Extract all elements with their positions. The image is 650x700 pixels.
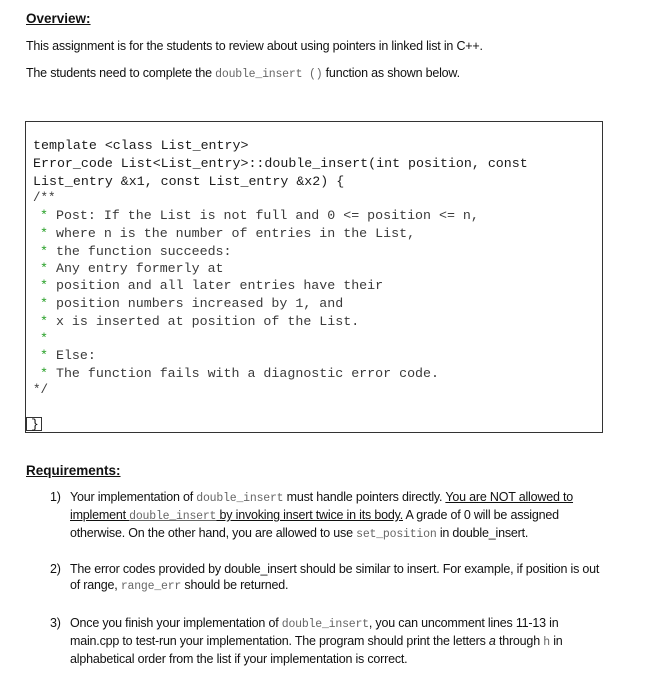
comment-close: */ — [33, 383, 49, 397]
comment-line-7: * x is inserted at position of the List. — [40, 314, 360, 329]
comment-line-6: * position numbers increased by 1, and — [40, 296, 344, 311]
comment-line-8: * — [40, 331, 48, 346]
req1-code-2: double_insert — [129, 510, 217, 523]
requirements-list — [50, 489, 610, 667]
overview-heading: Overview: — [26, 11, 91, 26]
req1-text-3: A grade of 0 will be assigned otherwise. On the other hand, you are allowed to use — [70, 508, 559, 540]
req1-underlined-1: You are NOT allowed to implement — [70, 490, 574, 522]
comment-line-9: * Else: — [40, 348, 96, 363]
code-line-1: template <class List_entry> — [33, 138, 249, 153]
function-name-code: double_insert () — [215, 68, 323, 81]
req3-text-1: Once you finish your implementation of — [70, 616, 282, 630]
overview-line-2-pre: The students need to complete the — [26, 66, 216, 80]
comment-open: /** — [33, 191, 56, 205]
requirement-item-2 — [50, 561, 610, 595]
requirements-heading: Requirements: — [26, 463, 121, 478]
req1-code-1: double_insert — [196, 492, 284, 505]
code-line-3: List_entry &x1, const List_entry &x2) { — [33, 174, 345, 189]
req3-italic-1: a — [488, 634, 496, 648]
overview-line-2-post: function as shown below. — [322, 66, 460, 80]
req2-code-1: range_err — [120, 580, 182, 593]
requirement-number: 3) — [50, 616, 61, 630]
code-line-2: Error_code List<List_entry>::double_insert(int position, const — [33, 156, 528, 171]
comment-line-1: * Post: If the List is not full and 0 <= position <= n, — [40, 208, 479, 223]
requirement-item-1 — [50, 489, 610, 543]
closing-brace: } — [26, 417, 42, 431]
req1-text-2: must handle pointers directly. — [283, 490, 446, 504]
req2-text-2: should be returned. — [181, 578, 289, 592]
comment-line-5: * position and all later entries have their — [40, 278, 384, 293]
overview-line-2 — [26, 66, 460, 81]
comment-line-2: * where n is the number of entries in the List, — [40, 226, 416, 241]
req3-text-3: through — [495, 634, 544, 648]
requirement-item-3 — [50, 615, 610, 667]
req3-code-2: h — [543, 636, 550, 649]
req1-code-3: set_position — [356, 528, 437, 541]
comment-line-3: * the function succeeds: — [40, 244, 232, 259]
comment-line-4: * Any entry formerly at — [40, 261, 224, 276]
req1-underlined-2: by invoking insert twice in its body. — [216, 508, 403, 522]
req2-text-1: The error codes provided by double_insert should be similar to insert. For example, if position is out of range, — [70, 562, 600, 592]
comment-line-10: * The function fails with a diagnostic error code. — [40, 366, 439, 381]
req3-text-4: in alphabetical order from the list if your implementation is correct. — [70, 634, 563, 666]
overview-line-1: This assignment is for the students to review about using pointers in linked list in C++. — [26, 39, 483, 53]
req3-text-2: , you can uncomment lines 11-13 in main.cpp to test-run your implementation. The program should print the letters — [70, 616, 559, 648]
req1-text-1: Your implementation of — [70, 490, 197, 504]
req3-code-1: double_insert — [281, 618, 369, 631]
requirement-number: 2) — [50, 562, 61, 576]
req1-text-4: in double_insert. — [436, 526, 529, 540]
requirement-number: 1) — [50, 490, 61, 504]
